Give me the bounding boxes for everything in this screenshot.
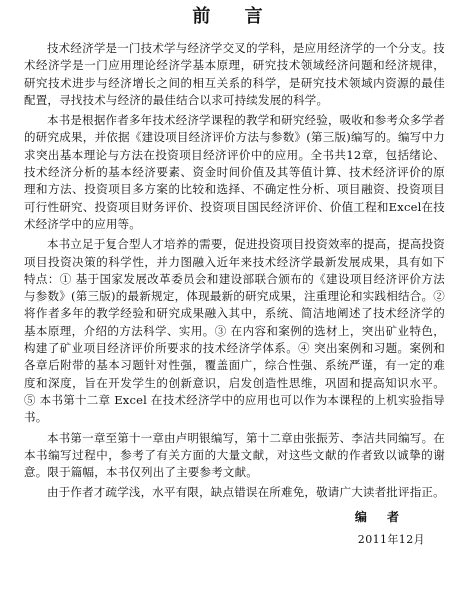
date-line: 2011年12月 [357,532,425,546]
paragraph-features: 本书立足于复合型人才培养的需要，促进投资项目投资效率的提高，提高投资项目投资决策的科学性，并力图融入近年来技术经济学最新发展成果，具有如下特点：① 基于国家发展改革委员会和建设部联合颁布的《建设项目经济评价方法与参数》(第三版)的最新规定，体现最新的研究成果，注重理论和实践相结合。② 将作者多年的教学经验和研究成果融入其中，系统、简洁地阐述了技术经济学的基本原理，介绍的方法科学、实用。③ 在内容和案例的选材上，突出矿业特色，构建了矿业项目经济评价所要求的技术经济学体系。④ 突出案例和习题。案例和各章后附带的基本习题针对性强，覆盖面广，综合性强、系统严谨，有一定的难度和深度，旨在开发学生的创新意识，启发创造性思维，巩固和提高知识水平。⑤ 本书第十二章 Excel 在技术经济学中的应用也可以作为本课程的上机实验指导书。 [24,237,445,425]
paragraph-authors: 本书第一章至第十一章由卢明银编写，第十二章由张振芳、李洁共同编写。在本书编写过程中，参考了有关方面的大量文献，对这些文献的作者致以诚挚的谢意。限于篇幅，本书仅列出了主要参考文献。 [24,430,445,480]
document-page [0,6,469,616]
author-signature: 编 者 [354,509,407,524]
paragraph-intro: 技术经济学是一门技术学与经济学交叉的学科，是应用经济学的一个分支。技术经济学是一门应用理论经济学基本原理，研究技术领域经济问题和经济规律，研究技术进步与经济增长之间的相互关系的科学，是研究技术领域内资源的最佳配置，寻找技术与经济的最佳结合以求可持续发展的科学。 [24,41,445,107]
page-title: 前 言 [192,6,277,27]
paragraph-basis: 本书是根据作者多年技术经济学课程的教学和研究经验，吸收和参考众多学者的研究成果，并依据《建设项目经济评价方法与参数》(第三版)编写的。编写中力求突出基本理论与方法在投资项目经济评价中的应用。全书共12章，包括绪论、技术经济分析的基本经济要素、资金时间价值及其等值计算、技术经济评价的原理和方法、投资项目多方案的比较和选择、不确定性分析、项目融资、投资项目可行性研究、投资项目财务评价、投资项目国民经济评价、价值工程和Excel在技术经济学中的应用等。 [24,113,445,231]
paragraph-closing: 由于作者才疏学浅，水平有限，缺点错误在所难免，敬请广大读者批评指正。 [47,485,445,500]
